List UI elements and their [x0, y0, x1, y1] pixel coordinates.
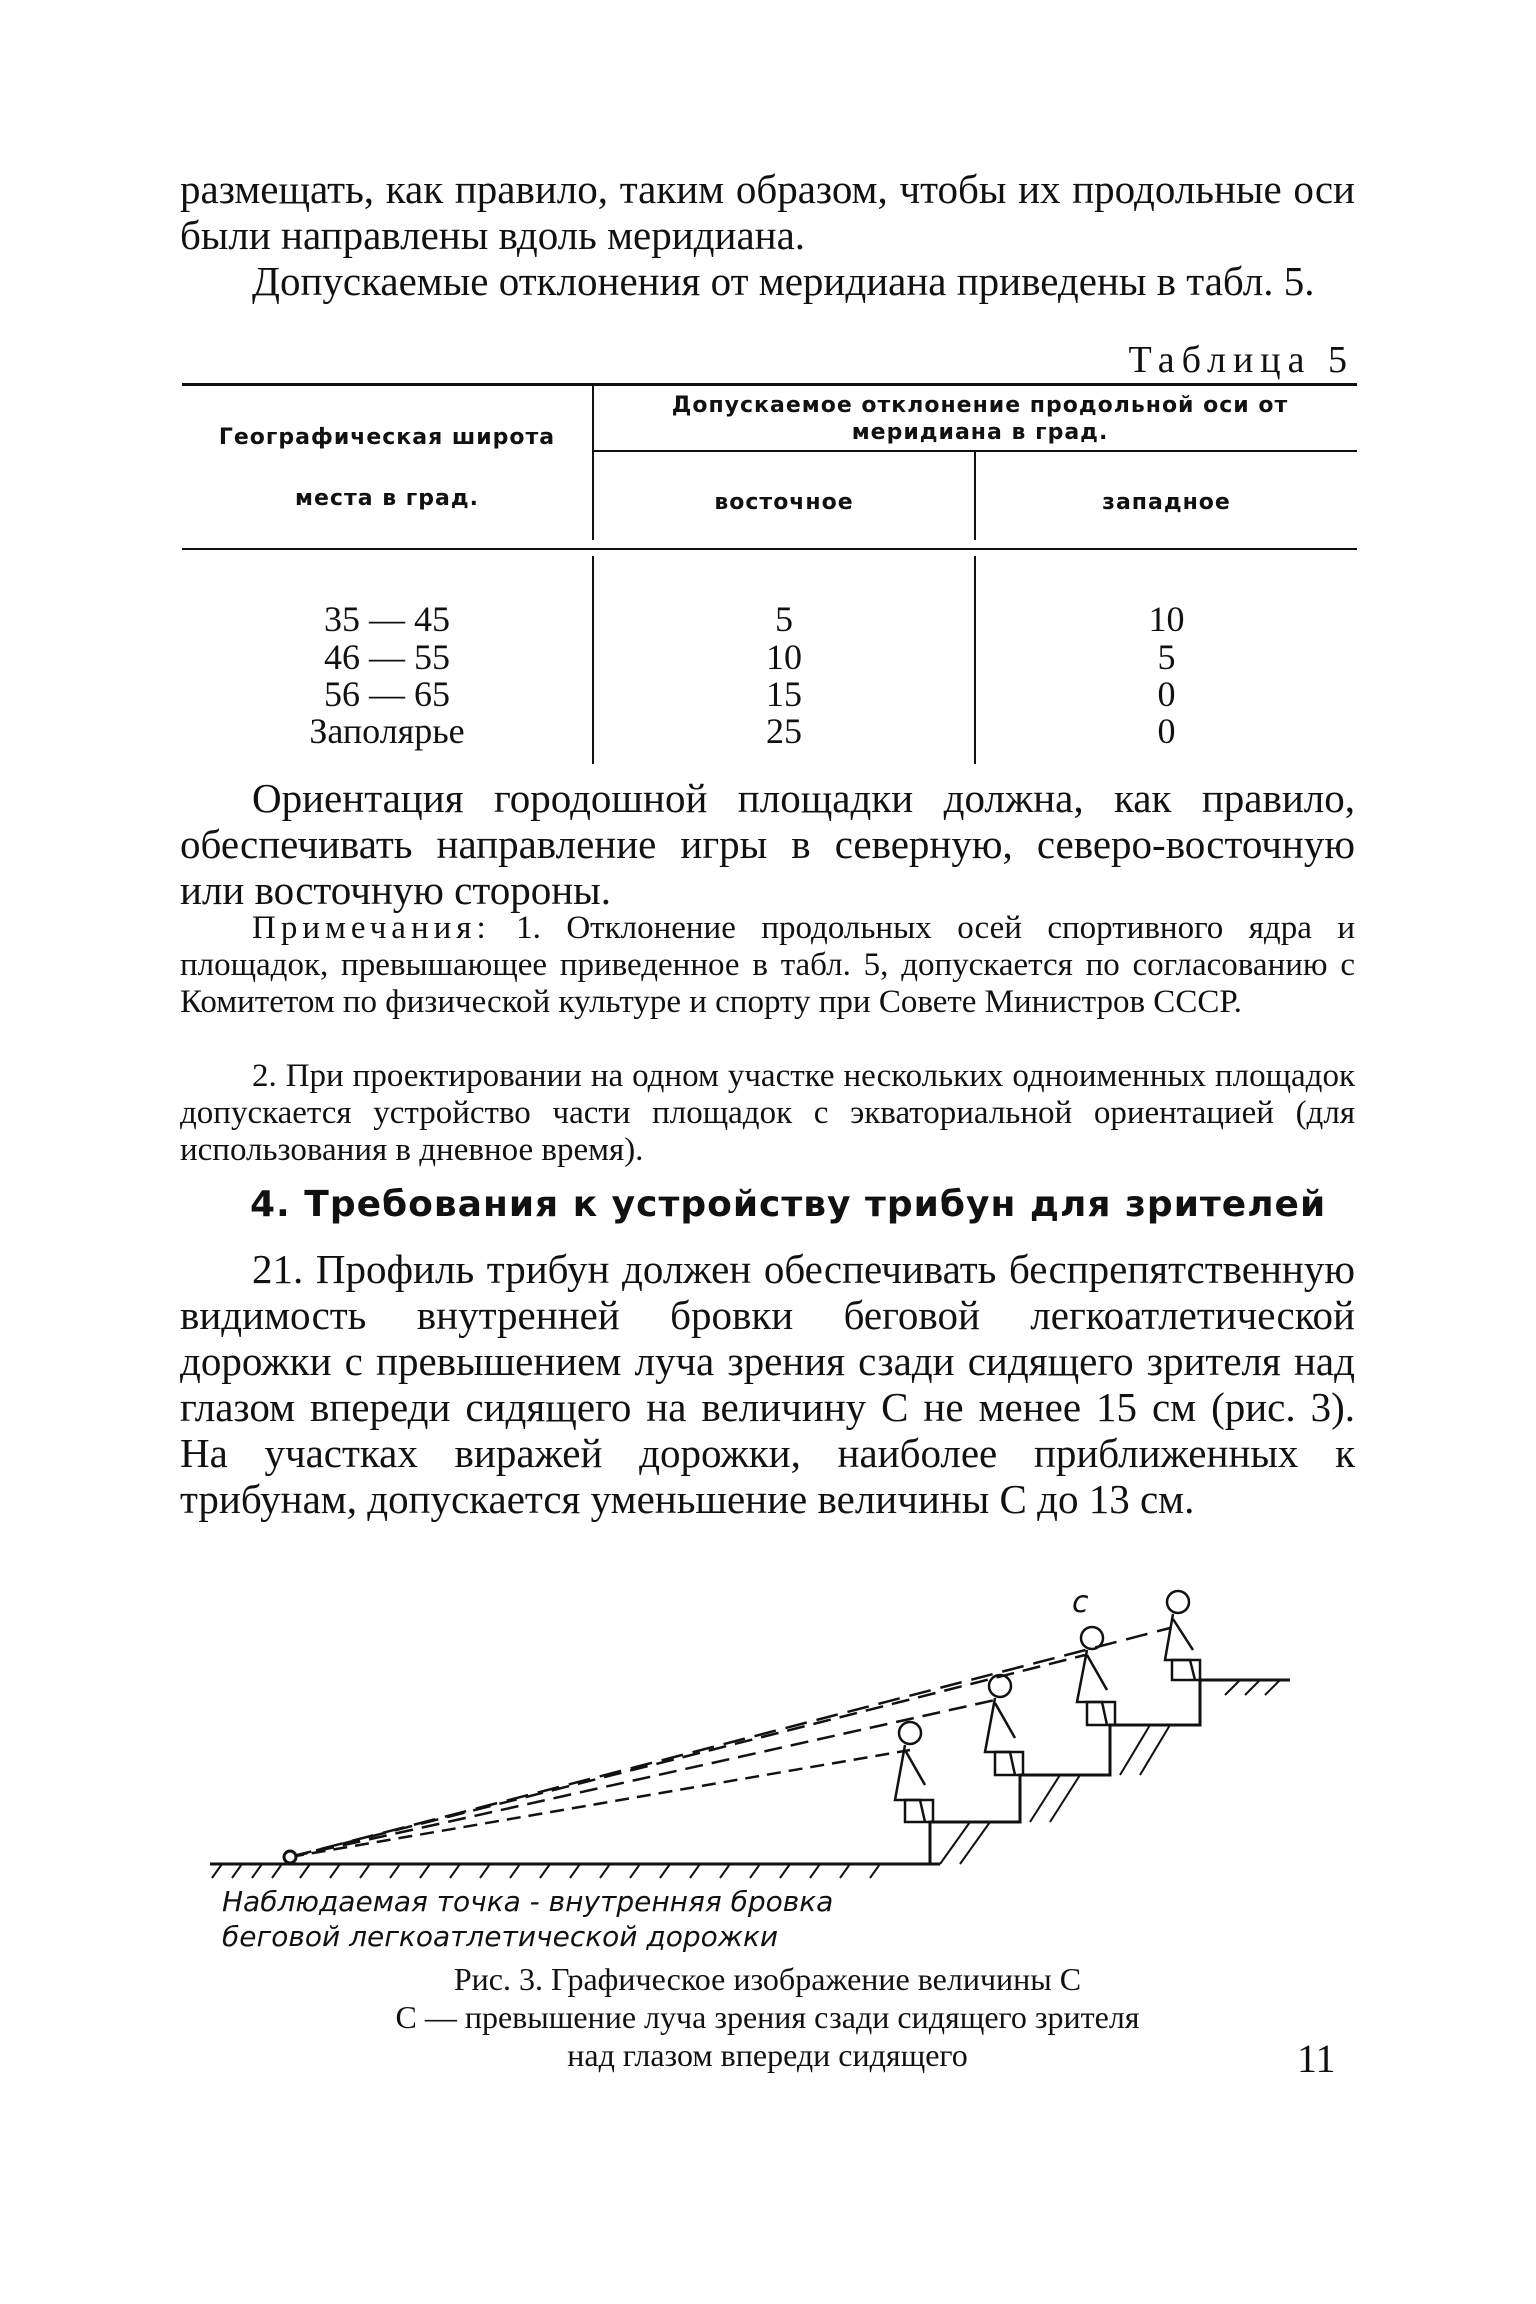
handwritten-label-2: беговой легкоатлетической дорожки: [222, 1920, 779, 1953]
cell-latitude: 56 — 65: [324, 674, 450, 714]
header-latitude: Географическая широта: [218, 425, 556, 450]
cell-east: 10: [766, 637, 802, 677]
note-2: 2. При проектировании на одном участке нескольких одноименных площадок допускается устройство части площадок с экваториальной ориентацией (для использования в дневное время).: [180, 1058, 1355, 1168]
cell-latitude: Заполярье: [309, 711, 465, 751]
notes-label: Примечания:: [252, 910, 491, 946]
spectator-2: [985, 1675, 1023, 1775]
cell-latitude: 35 — 45: [324, 599, 450, 639]
observed-point: [284, 1851, 296, 1863]
figure-caption-line-2: С — превышение луча зрения сзади сидящего зрителя: [395, 1999, 1140, 2035]
cell-east: 5: [775, 599, 793, 639]
sight-lines: [290, 1628, 1170, 1857]
ground-hatching: [212, 1864, 880, 1878]
label-c: с: [1072, 1585, 1089, 1620]
note-1-text: 1. Отклонение продольных осей спортивного ядра и площадок, превышающее приведенное в табл. 5, допускается по согласованию с Комитетом по физической культуре и спорту при Совете Министров СССР.: [180, 910, 1356, 1020]
cell-west: 0: [1157, 711, 1176, 751]
cell-latitude: 46 — 55: [324, 637, 450, 677]
cell-east: 25: [766, 711, 802, 751]
cell-west: 10: [1148, 599, 1185, 639]
table-caption: Таблица 5: [1128, 339, 1354, 381]
header-east: восточное: [714, 490, 854, 515]
cell-west: 0: [1157, 674, 1176, 714]
section-heading: 4. Требования к устройству трибун для зрителей: [250, 1184, 1327, 1225]
header-deviation: Допускаемое отклонение продольной оси от меридиана в град.: [671, 393, 1289, 445]
paragraph-continuation: размещать, как правило, таким образом, чтобы их продольные оси были направлены вдоль меридиана.: [180, 166, 1355, 258]
spectator-4: [1165, 1591, 1200, 1680]
cell-west: 5: [1157, 637, 1176, 677]
cell-east: 15: [766, 674, 802, 714]
stand-steps: [930, 1680, 1290, 1864]
figure-caption-title: Рис. 3. Графическое изображение величины С: [453, 1961, 1082, 1997]
header-west: западное: [1102, 490, 1231, 515]
handwritten-label-1: Наблюдаемая точка - внутренняя бровка: [222, 1885, 834, 1918]
header-latitude-unit: места в град.: [295, 486, 479, 511]
orientation-paragraph: Ориентация городошной площадки должна, как правило, обеспечивать направление игры в северную, северо-восточную или восточную стороны.: [180, 775, 1355, 913]
paragraph-21: 21. Профиль трибун должен обеспечивать беспрепятственную видимость внутренней бровки беговой легкоатлетической дорожки с превышением луча зрения сзади сидящего зрителя над глазом впереди сидящего на величину С не менее 15 см (рис. 3). На участках виражей дорожки, наиболее приближенных к трибунам, допускается уменьшение величины С до 13 см.: [180, 1246, 1355, 1522]
spectator-3: [1077, 1627, 1115, 1725]
figure-caption-line-3: над глазом впереди сидящего: [567, 2037, 968, 2073]
paragraph-table-reference: Допускаемые отклонения от меридиана приведены в табл. 5.: [252, 258, 1315, 304]
page-number: 11: [1297, 2036, 1336, 2081]
spectator-1: [895, 1722, 933, 1822]
